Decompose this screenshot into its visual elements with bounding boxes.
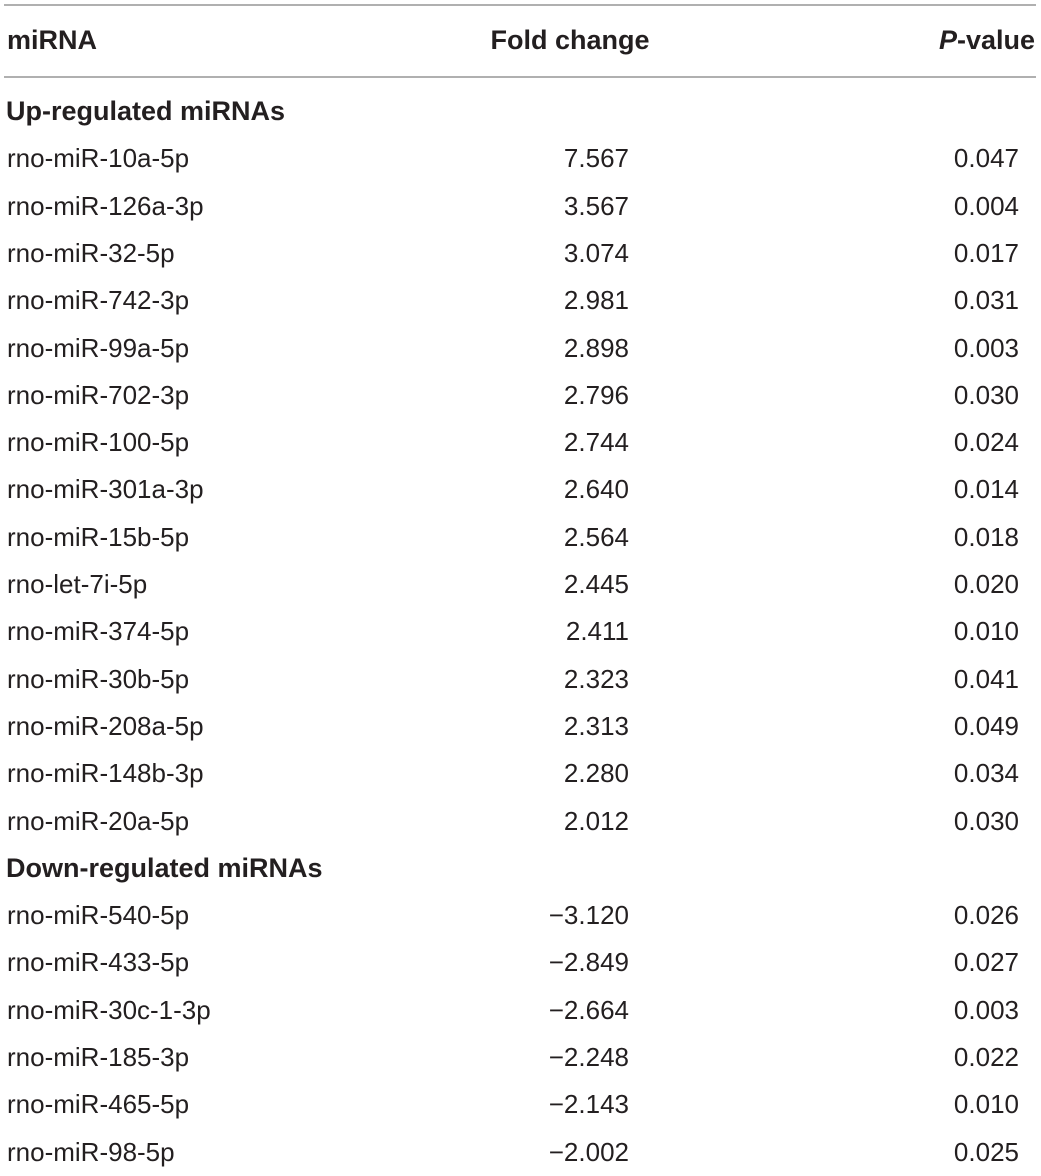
- fold-change-cell: 3.074: [563, 237, 629, 268]
- fold-change-cell: −2.002: [548, 1136, 629, 1167]
- p-value-cell: 0.027: [953, 947, 1019, 978]
- table-header-row: [0, 4, 1041, 76]
- mirna-cell: rno-miR-100-5p: [7, 427, 190, 458]
- fold-change-cell: −3.120: [548, 900, 629, 931]
- p-value-cell: 0.010: [953, 1089, 1019, 1120]
- mirna-cell: rno-miR-185-3p: [7, 1042, 190, 1072]
- mirna-cell: rno-miR-32-5p: [7, 237, 175, 268]
- header-p-value: [939, 4, 1035, 76]
- fold-change-cell: −2.248: [548, 1042, 629, 1072]
- table-row: [0, 939, 1041, 986]
- table-row: [0, 372, 1041, 419]
- fold-change-cell: 7.567: [563, 143, 629, 174]
- p-value-cell: 0.017: [953, 237, 1019, 268]
- table-row: [0, 183, 1041, 230]
- fold-change-cell: 2.796: [563, 379, 629, 410]
- fold-change-cell: 2.981: [563, 285, 629, 316]
- table-row: [0, 750, 1041, 797]
- fold-change-cell: 3.567: [563, 190, 629, 221]
- p-value-cell: 0.004: [953, 190, 1019, 221]
- table-row: [0, 987, 1041, 1034]
- mirna-cell: rno-miR-15b-5p: [7, 521, 190, 552]
- fold-change-cell: 2.012: [563, 805, 629, 836]
- fold-change-cell: 2.445: [563, 569, 629, 599]
- table-header-rule: [4, 76, 1036, 78]
- mirna-cell: rno-miR-742-3p: [7, 285, 190, 316]
- mirna-cell: rno-miR-301a-3p: [7, 474, 204, 505]
- section-row: [0, 845, 1041, 892]
- table-row: [0, 703, 1041, 750]
- table-row: [0, 325, 1041, 372]
- mirna-cell: rno-miR-374-5p: [7, 616, 190, 647]
- p-value-cell: 0.041: [953, 663, 1019, 694]
- header-mirna: miRNA: [7, 25, 98, 55]
- p-value-cell: 0.003: [953, 332, 1019, 363]
- table-row: [0, 798, 1041, 845]
- mirna-cell: rno-miR-465-5p: [7, 1089, 190, 1120]
- table-row: [0, 561, 1041, 608]
- table-row: [0, 419, 1041, 466]
- header-p-italic: P: [938, 25, 957, 55]
- mirna-cell: rno-miR-30b-5p: [7, 663, 190, 694]
- fold-change-cell: −2.849: [548, 947, 629, 978]
- table-row: [0, 1129, 1041, 1176]
- p-value-cell: 0.022: [953, 1042, 1019, 1072]
- fold-change-cell: 2.313: [563, 710, 629, 741]
- mirna-cell: rno-let-7i-5p: [7, 569, 148, 599]
- fold-change-cell: 2.280: [563, 758, 629, 789]
- fold-change-cell: 2.640: [563, 474, 629, 505]
- mirna-cell: rno-miR-433-5p: [7, 947, 190, 978]
- mirna-cell: rno-miR-98-5p: [7, 1136, 175, 1167]
- fold-change-cell: 2.411: [565, 616, 629, 647]
- p-value-cell: 0.047: [953, 143, 1019, 174]
- fold-change-cell: 2.898: [563, 332, 629, 363]
- mirna-cell: rno-miR-126a-3p: [7, 190, 204, 221]
- p-value-cell: 0.020: [953, 569, 1019, 599]
- p-value-cell: 0.014: [953, 474, 1019, 505]
- p-value-cell: 0.034: [953, 758, 1019, 789]
- p-value-cell: 0.030: [953, 805, 1019, 836]
- mirna-cell: rno-miR-148b-3p: [7, 758, 204, 789]
- mirna-cell: rno-miR-208a-5p: [7, 710, 204, 741]
- mirna-cell: rno-miR-10a-5p: [7, 143, 190, 174]
- mirna-cell: rno-miR-30c-1-3p: [7, 994, 211, 1025]
- header-fold-change: Fold change: [490, 25, 650, 55]
- p-value-cell: 0.025: [953, 1136, 1019, 1167]
- table-row: [0, 608, 1041, 655]
- p-value-cell: 0.030: [953, 379, 1019, 410]
- mirna-cell: rno-miR-702-3p: [7, 379, 190, 410]
- mirna-cell: rno-miR-540-5p: [7, 900, 190, 931]
- table-row: [0, 135, 1041, 182]
- p-value-cell: 0.018: [953, 521, 1019, 552]
- p-value-cell: 0.024: [953, 427, 1019, 458]
- fold-change-cell: −2.143: [548, 1089, 629, 1120]
- table-row: [0, 230, 1041, 277]
- p-value-cell: 0.049: [953, 710, 1019, 741]
- header-p-rest: -value: [956, 25, 1035, 55]
- p-value-cell: 0.031: [953, 285, 1019, 316]
- table-row: [0, 656, 1041, 703]
- fold-change-cell: 2.323: [563, 663, 629, 694]
- section-row: [0, 88, 1041, 135]
- table-row: [0, 1081, 1041, 1128]
- p-value-cell: 0.010: [953, 616, 1019, 647]
- fold-change-cell: 2.564: [563, 521, 629, 552]
- section-label: Down-regulated miRNAs: [6, 852, 323, 883]
- section-label: Up-regulated miRNAs: [6, 96, 286, 126]
- mirna-cell: rno-miR-20a-5p: [7, 805, 190, 836]
- fold-change-cell: 2.744: [563, 427, 629, 458]
- p-value-cell: 0.003: [953, 994, 1019, 1025]
- table-row: [0, 892, 1041, 939]
- mirna-cell: rno-miR-99a-5p: [7, 332, 190, 363]
- table-row: [0, 277, 1041, 324]
- table-row: [0, 1034, 1041, 1081]
- fold-change-cell: −2.664: [548, 994, 629, 1025]
- table-row: [0, 514, 1041, 561]
- table-row: [0, 466, 1041, 513]
- p-value-cell: 0.026: [953, 900, 1019, 931]
